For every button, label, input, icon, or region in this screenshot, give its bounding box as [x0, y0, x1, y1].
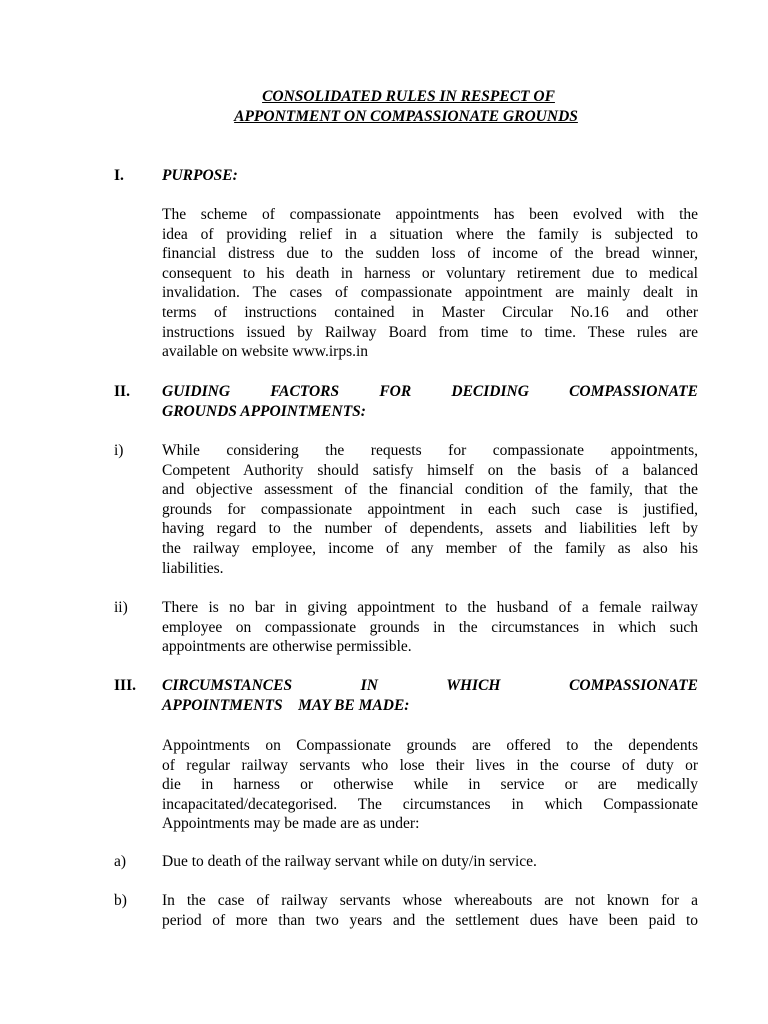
paragraph-line: die in harness or otherwise while in service or are medically [162, 776, 698, 794]
paragraph-line: available on website www.irps.in [162, 343, 369, 361]
item-ii-paragraph [162, 598, 698, 657]
title-line-2: APPONTMENT ON COMPASSIONATE GROUNDS [234, 108, 578, 125]
paragraph-line: financial distress due to the sudden loss of income of the bread winner, [162, 245, 698, 263]
paragraph-line: idea of providing relief in a situation where the family is subjected to [162, 225, 698, 243]
paragraph-line: grounds for compassionate appointment in each such case is justified, [162, 500, 698, 518]
paragraph-line: The scheme of compassionate appointments has been evolved with the [162, 206, 698, 223]
item-i-paragraph [162, 441, 698, 578]
item-b-number: b) [114, 892, 127, 909]
section-2-heading [162, 382, 698, 421]
paragraph-line: Appointments may be made are as under: [162, 815, 420, 833]
title-line-1: CONSOLIDATED RULES IN RESPECT OF [262, 88, 555, 105]
paragraph-line: In the case of railway servants whose whereabouts are not known for a [162, 892, 698, 909]
paragraph-line: instructions issued by Railway Board from time to time. These rules are [162, 323, 698, 341]
paragraph-line: invalidation. The cases of compassionate appointment are mainly dealt in [162, 284, 698, 302]
paragraph-line: Due to death of the railway servant while on duty/in service. [162, 853, 537, 870]
paragraph-line: Appointments on Compassionate grounds are offered to the dependents [162, 737, 698, 754]
section-3-heading [162, 676, 698, 715]
heading-line: PURPOSE: [162, 167, 238, 184]
paragraph-line: There is no bar in giving appointment to the husband of a female railway [162, 599, 698, 616]
heading-line: GUIDING FACTORS FOR DECIDING COMPASSIONATE [162, 383, 698, 400]
document-title [0, 87, 768, 127]
paragraph-line: Competent Authority should satisfy himself on the basis of a balanced [162, 461, 698, 479]
paragraph-line: While considering the requests for compassionate appointments, [162, 442, 698, 459]
item-a-number: a) [114, 853, 127, 870]
item-a-paragraph [162, 852, 698, 872]
section-2-number: II. [114, 383, 130, 400]
paragraph-line: of regular railway servants who lose their lives in the course of duty or [162, 756, 698, 774]
section-1-heading [162, 166, 698, 186]
section-3-number: III. [114, 677, 136, 694]
paragraph-line: employee on compassionate grounds in the circumstances in which such [162, 618, 698, 636]
paragraph-line: liabilities. [162, 559, 224, 577]
paragraph-line: the railway employee, income of any member of the family as also his [162, 539, 698, 557]
item-ii-number: ii) [114, 599, 128, 616]
section-1-paragraph [162, 205, 698, 362]
paragraph-line: period of more than two years and the settlement dues have been paid to [162, 911, 698, 929]
paragraph-line: and objective assessment of the financial condition of the family, that the [162, 481, 698, 499]
heading-line: GROUNDS APPOINTMENTS: [162, 402, 366, 420]
heading-line: CIRCUMSTANCES IN WHICH COMPASSIONATE [162, 677, 698, 694]
paragraph-line: terms of instructions contained in Master Circular No.16 and other [162, 303, 698, 321]
item-b-paragraph [162, 891, 698, 930]
paragraph-line: incapacitated/decategorised. The circumstances in which Compassionate [162, 795, 698, 813]
section-1-number: I. [114, 167, 124, 184]
paragraph-line: having regard to the number of dependents, assets and liabilities left by [162, 520, 698, 538]
paragraph-line: consequent to his death in harness or voluntary retirement due to medical [162, 264, 698, 282]
section-3-paragraph [162, 736, 698, 834]
paragraph-line: appointments are otherwise permissible. [162, 638, 412, 656]
item-i-number: i) [114, 442, 124, 459]
heading-line: APPOINTMENTS MAY BE MADE: [162, 696, 410, 714]
